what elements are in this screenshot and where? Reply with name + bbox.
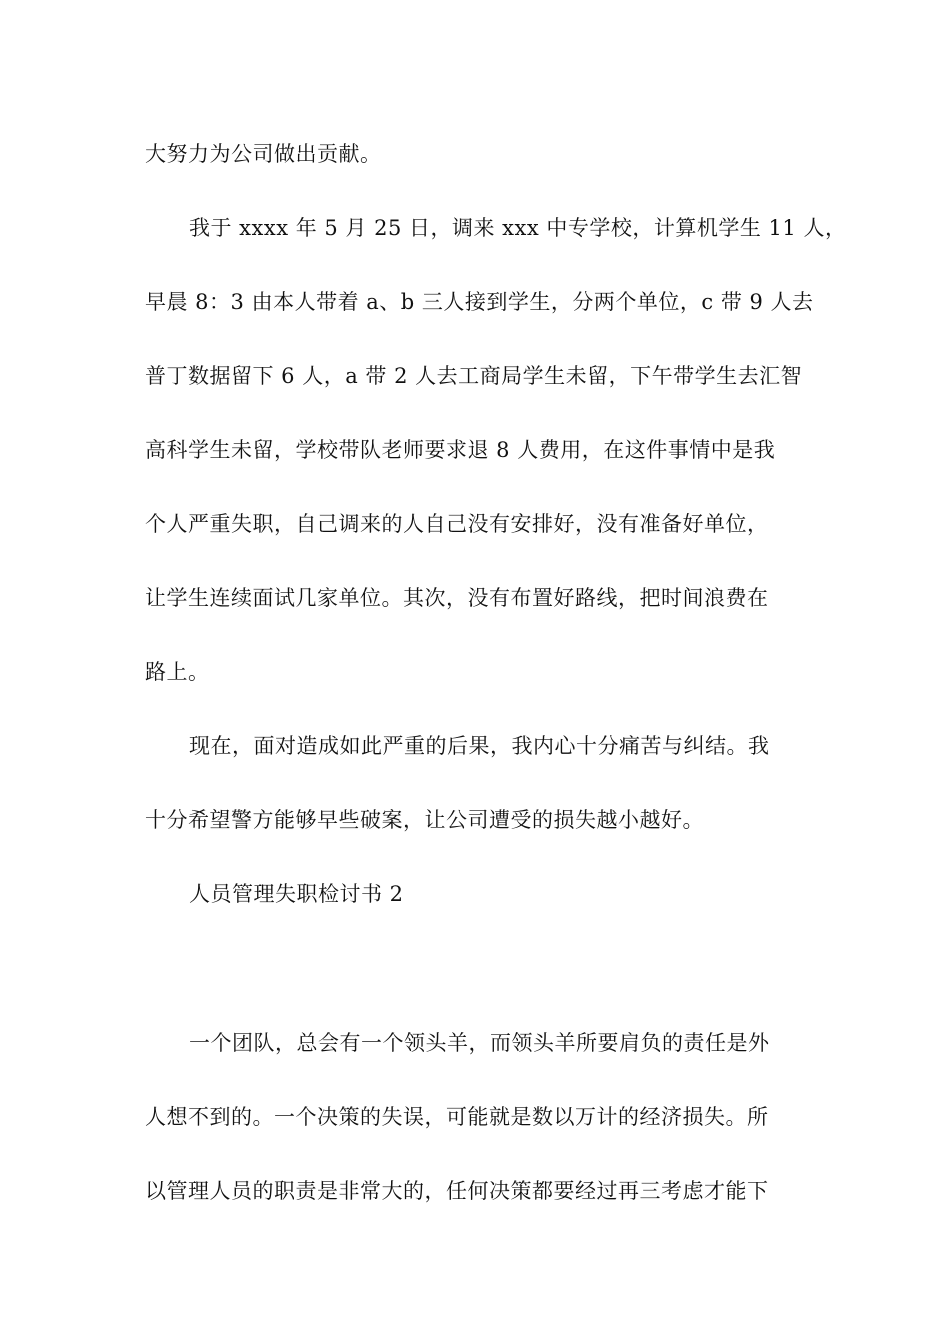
paragraph-line: 大努力为公司做出贡献。 xyxy=(145,142,382,166)
paragraph-line: 一个团队，总会有一个领头羊，而领头羊所要肩负的责任是外 xyxy=(189,1031,770,1055)
paragraph-line: 十分希望警方能够早些破案，让公司遭受的损失越小越好。 xyxy=(145,808,704,832)
paragraph-line: 早晨 8：3 由本人带着 a、b 三人接到学生，分两个单位，c 带 9 人去 xyxy=(145,290,814,314)
paragraph-line: 普丁数据留下 6 人，a 带 2 人去工商局学生未留，下午带学生去汇智 xyxy=(145,364,803,388)
section-heading: 人员管理失职检讨书 2 xyxy=(189,882,404,906)
paragraph-line: 人想不到的。一个决策的失误，可能就是数以万计的经济损失。所 xyxy=(145,1105,769,1129)
paragraph-line: 个人严重失职，自己调来的人自己没有安排好，没有准备好单位， xyxy=(145,512,769,536)
paragraph-line: 高科学生未留，学校带队老师要求退 8 人费用，在这件事情中是我 xyxy=(145,438,776,462)
paragraph-line: 以管理人员的职责是非常大的，任何决策都要经过再三考虑才能下 xyxy=(145,1179,769,1203)
paragraph-line: 我于 xxxx 年 5 月 25 日，调来 xxx 中专学校，计算机学生 11 人， xyxy=(189,216,847,240)
paragraph-line: 让学生连续面试几家单位。其次，没有布置好路线，把时间浪费在 xyxy=(145,586,769,610)
paragraph-line: 路上。 xyxy=(145,660,210,684)
paragraph-line: 现在，面对造成如此严重的后果，我内心十分痛苦与纠结。我 xyxy=(189,734,770,758)
